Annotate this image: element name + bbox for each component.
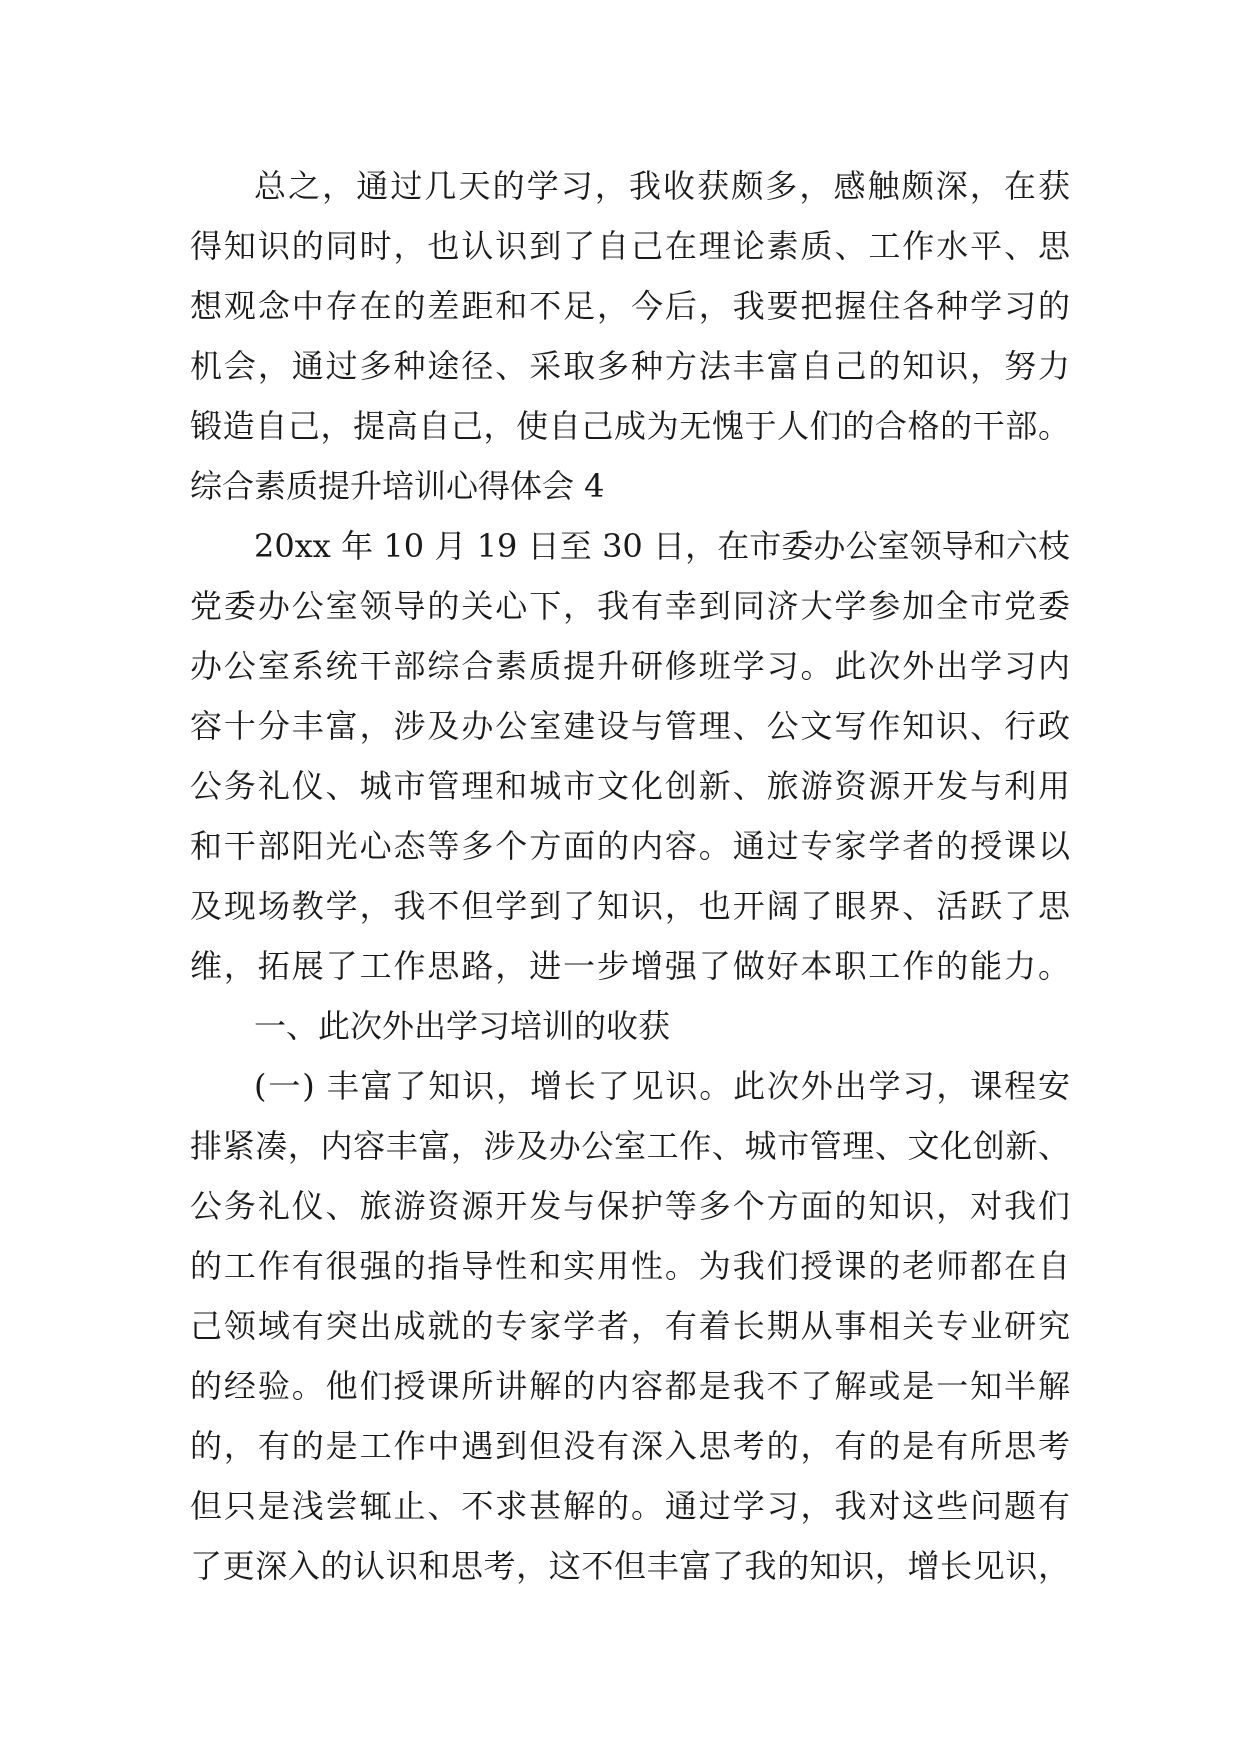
paragraph-line: 20xx 年 10 月 19 日至 30 日，在市委办公室领导和六枝 (254, 527, 1070, 565)
paragraph-line: 公务礼仪、城市管理和城市文化创新、旅游资源开发与利用 (190, 767, 1070, 805)
paragraph-line: 的工作有很强的指导性和实用性。为我们授课的老师都在自 (190, 1247, 1070, 1285)
paragraph-line: 总之，通过几天的学习，我收获颇多，感触颇深，在获 (254, 167, 1070, 205)
paragraph-line: 公务礼仪、旅游资源开发与保护等多个方面的知识，对我们 (190, 1187, 1070, 1225)
paragraph-line: 维，拓展了工作思路，进一步增强了做好本职工作的能力。 (190, 947, 1070, 985)
paragraph-line: 办公室系统干部综合素质提升研修班学习。此次外出学习内 (190, 647, 1070, 685)
paragraph-line: 容十分丰富，涉及办公室建设与管理、公文写作知识、行政 (190, 707, 1070, 745)
paragraph-line: 和干部阳光心态等多个方面的内容。通过专家学者的授课以 (190, 827, 1070, 865)
paragraph-line: 及现场教学，我不但学到了知识，也开阔了眼界、活跃了思 (190, 887, 1070, 925)
paragraph-line: 党委办公室领导的关心下，我有幸到同济大学参加全市党委 (190, 587, 1070, 625)
section-heading: 综合素质提升培训心得体会 4 (190, 467, 605, 505)
paragraph-line: 的，有的是工作中遇到但没有深入思考的，有的是有所思考 (190, 1427, 1070, 1465)
paragraph-line: 了更深入的认识和思考，这不但丰富了我的知识，增长见识， (190, 1547, 1070, 1585)
paragraph-line: 机会，通过多种途径、采取多种方法丰富自己的知识，努力 (190, 347, 1070, 385)
paragraph-line: 但只是浅尝辄止、不求甚解的。通过学习，我对这些问题有 (190, 1487, 1070, 1525)
subheading: 一、此次外出学习培训的收获 (254, 1007, 671, 1045)
paragraph-line: 己领域有突出成就的专家学者，有着长期从事相关专业研究 (190, 1307, 1070, 1345)
paragraph-line: 锻造自己，提高自己，使自己成为无愧于人们的合格的干部。 (190, 407, 1070, 445)
paragraph-line: 排紧凑，内容丰富，涉及办公室工作、城市管理、文化创新、 (190, 1127, 1070, 1165)
paragraph-line: (一) 丰富了知识，增长了见识。此次外出学习，课程安 (254, 1067, 1070, 1105)
paragraph-line: 想观念中存在的差距和不足，今后，我要把握住各种学习的 (190, 287, 1070, 325)
paragraph-line: 的经验。他们授课所讲解的内容都是我不了解或是一知半解 (190, 1367, 1070, 1405)
paragraph-line: 得知识的同时，也认识到了自己在理论素质、工作水平、思 (190, 227, 1070, 265)
